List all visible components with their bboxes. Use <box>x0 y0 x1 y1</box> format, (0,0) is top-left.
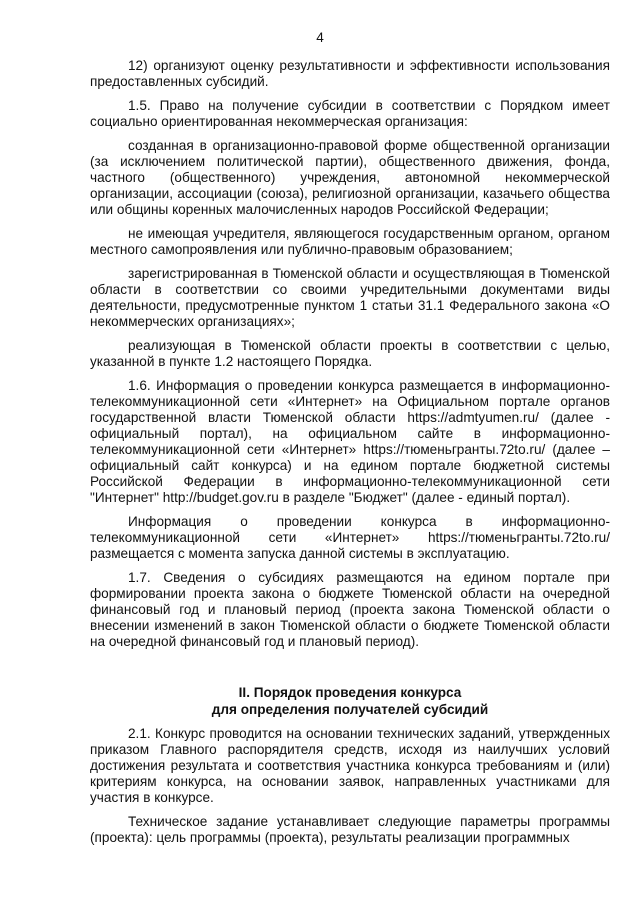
paragraph-technical-task: Техническое задание устанавливает следующие параметры программы (проекта): цель программы (проекта), результаты реализации программных <box>90 814 610 845</box>
document-body <box>90 58 610 854</box>
paragraph-created-form: созданная в организационно-правовой форме общественной организации (за исключением политической партии), общественного движения, фонда, частного (общественного) учреждения, автономной некоммерческой организации, ассоциации (союза), религиозной организации, казачьего общества или общины коренных малочисленных народов Российской Федерации; <box>90 138 610 217</box>
paragraph-no-founder: не имеющая учредителя, являющегося государственным органом, органом местного самопроявления или публично-правовым образованием; <box>90 226 610 257</box>
paragraph-1-7: 1.7. Сведения о субсидиях размещаются на едином портале при формировании проекта закона о бюджете Тюменской области на очередной финансовый год и плановый период (проекта закона Тюменской области о внесении изменений в закон Тюменской области о бюджете Тюменской области на очередной финансовый год и плановый период). <box>90 570 610 649</box>
section-heading <box>90 684 610 718</box>
paragraph-2-1: 2.1. Конкурс проводится на основании технических заданий, утвержденных приказом Главного распорядителя средств, исходя из наилучших условий достижения результата и соответствия участника конкурса требованиям и (или) критериям конкурса, на основании заявок, направленных участниками для участия в конкурсе. <box>90 726 610 805</box>
paragraph-info-posting: Информация о проведении конкурса в информационно-телекоммуникационной сети «Интернет» https://тюменьгранты.72to.ru/ размещается с момента запуска данной системы в эксплуатацию. <box>90 514 610 561</box>
page-number: 4 <box>316 30 324 45</box>
paragraph-1-6: 1.6. Информация о проведении конкурса размещается в информационно-телекоммуникационной сети «Интернет» на Официальном портале органов государственной власти Тюменской области https://admtyumen.ru/ (далее - официальный портал), на официальном сайте в информационно-телекоммуникационной сети «Интернет» https://тюменьгранты.72to.ru/ (далее – официальный сайт конкурса) и на едином портале бюджетной системы Российской Федерации в информационно-телекоммуникационной сети "Интернет" http://budget.gov.ru в разделе "Бюджет" (далее - единый портал). <box>90 378 610 505</box>
paragraph-registered: зарегистрированная в Тюменской области и осуществляющая в Тюменской области в соответствии со своими учредительными документами виды деятельности, предусмотренные пунктом 1 статьи 31.1 Федерального закона «О некоммерческих организациях»; <box>90 266 610 329</box>
section-heading-line-1: II. Порядок проведения конкурса <box>238 685 462 700</box>
section-heading-line-2: для определения получателей субсидий <box>211 702 489 717</box>
paragraph-evaluation: 12) организуют оценку результативности и эффективности использования предоставленных субсидий. <box>90 58 610 89</box>
paragraph-1-5: 1.5. Право на получение субсидии в соответствии с Порядком имеет социально ориентированная некоммерческая организация: <box>90 98 610 129</box>
paragraph-implementing: реализующая в Тюменской области проекты в соответствии с целью, указанной в пункте 1.2 настоящего Порядка. <box>90 338 610 369</box>
